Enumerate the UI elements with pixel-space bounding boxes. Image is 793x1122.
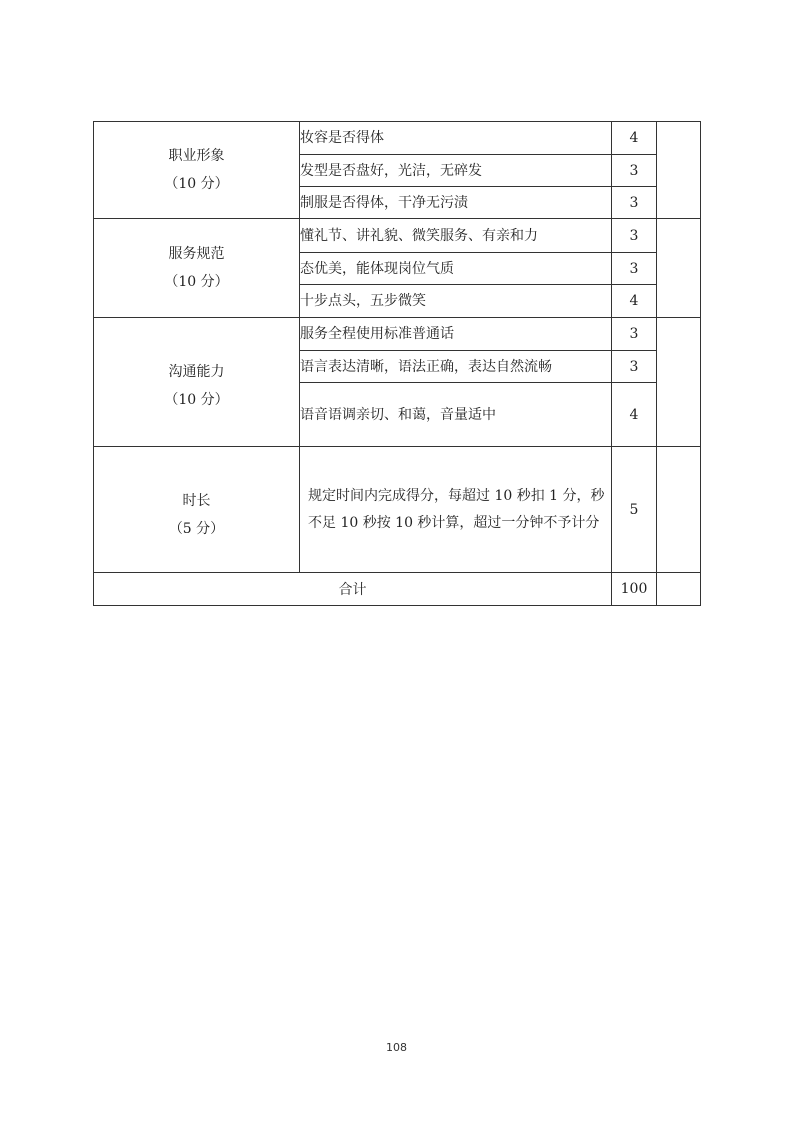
category-subtotal: （5 分） xyxy=(168,520,225,537)
score-cell xyxy=(657,219,701,318)
criterion-cell: 妆容是否得体 xyxy=(300,122,612,155)
points-cell: 3 xyxy=(612,351,657,383)
points-cell: 3 xyxy=(612,318,657,351)
score-cell xyxy=(657,318,701,447)
points-cell: 5 xyxy=(612,447,657,573)
total-score-cell xyxy=(657,573,701,606)
category-name: 时长 xyxy=(182,492,211,509)
criterion-cell: 语言表达清晰，语法正确，表达自然流畅 xyxy=(300,351,612,383)
criterion-cell: 懂礼节、讲礼貌、微笑服务、有亲和力 xyxy=(300,219,612,253)
table-row xyxy=(94,219,701,253)
category-cell xyxy=(94,219,300,318)
score-cell xyxy=(657,447,701,573)
points-cell: 4 xyxy=(612,285,657,318)
category-cell xyxy=(94,122,300,219)
category-name: 职业形象 xyxy=(168,148,225,164)
score-cell xyxy=(657,122,701,219)
points-cell: 3 xyxy=(612,187,657,219)
category-subtotal: （10 分） xyxy=(164,274,229,290)
total-points: 100 xyxy=(612,573,657,606)
table-row xyxy=(94,447,701,573)
page-number: 108 xyxy=(386,1041,407,1054)
category-subtotal: （10 分） xyxy=(164,176,229,192)
category-subtotal: （10 分） xyxy=(164,392,229,408)
criterion-cell: 十步点头，五步微笑 xyxy=(300,285,612,318)
criterion-cell: 发型是否盘好，光洁，无碎发 xyxy=(300,155,612,187)
category-cell xyxy=(94,447,300,573)
category-name: 沟通能力 xyxy=(168,364,225,380)
total-label: 合计 xyxy=(94,573,612,606)
points-cell: 4 xyxy=(612,383,657,447)
points-cell: 3 xyxy=(612,219,657,253)
category-cell xyxy=(94,318,300,447)
scoring-table xyxy=(93,121,701,606)
table-row xyxy=(94,122,701,155)
points-cell: 3 xyxy=(612,155,657,187)
points-cell: 3 xyxy=(612,253,657,285)
criterion-cell: 规定时间内完成得分，每超过 10 秒扣 1 分，秒不足 10 秒按 10 秒计算，超过一分钟不予计分 xyxy=(300,447,612,573)
category-name: 服务规范 xyxy=(168,246,225,262)
total-row xyxy=(94,573,701,606)
points-cell: 4 xyxy=(612,122,657,155)
criterion-cell: 制服是否得体，干净无污渍 xyxy=(300,187,612,219)
table-row xyxy=(94,318,701,351)
criterion-cell: 语音语调亲切、和蔼，音量适中 xyxy=(300,383,612,447)
criterion-cell: 态优美，能体现岗位气质 xyxy=(300,253,612,285)
criterion-cell: 服务全程使用标准普通话 xyxy=(300,318,612,351)
